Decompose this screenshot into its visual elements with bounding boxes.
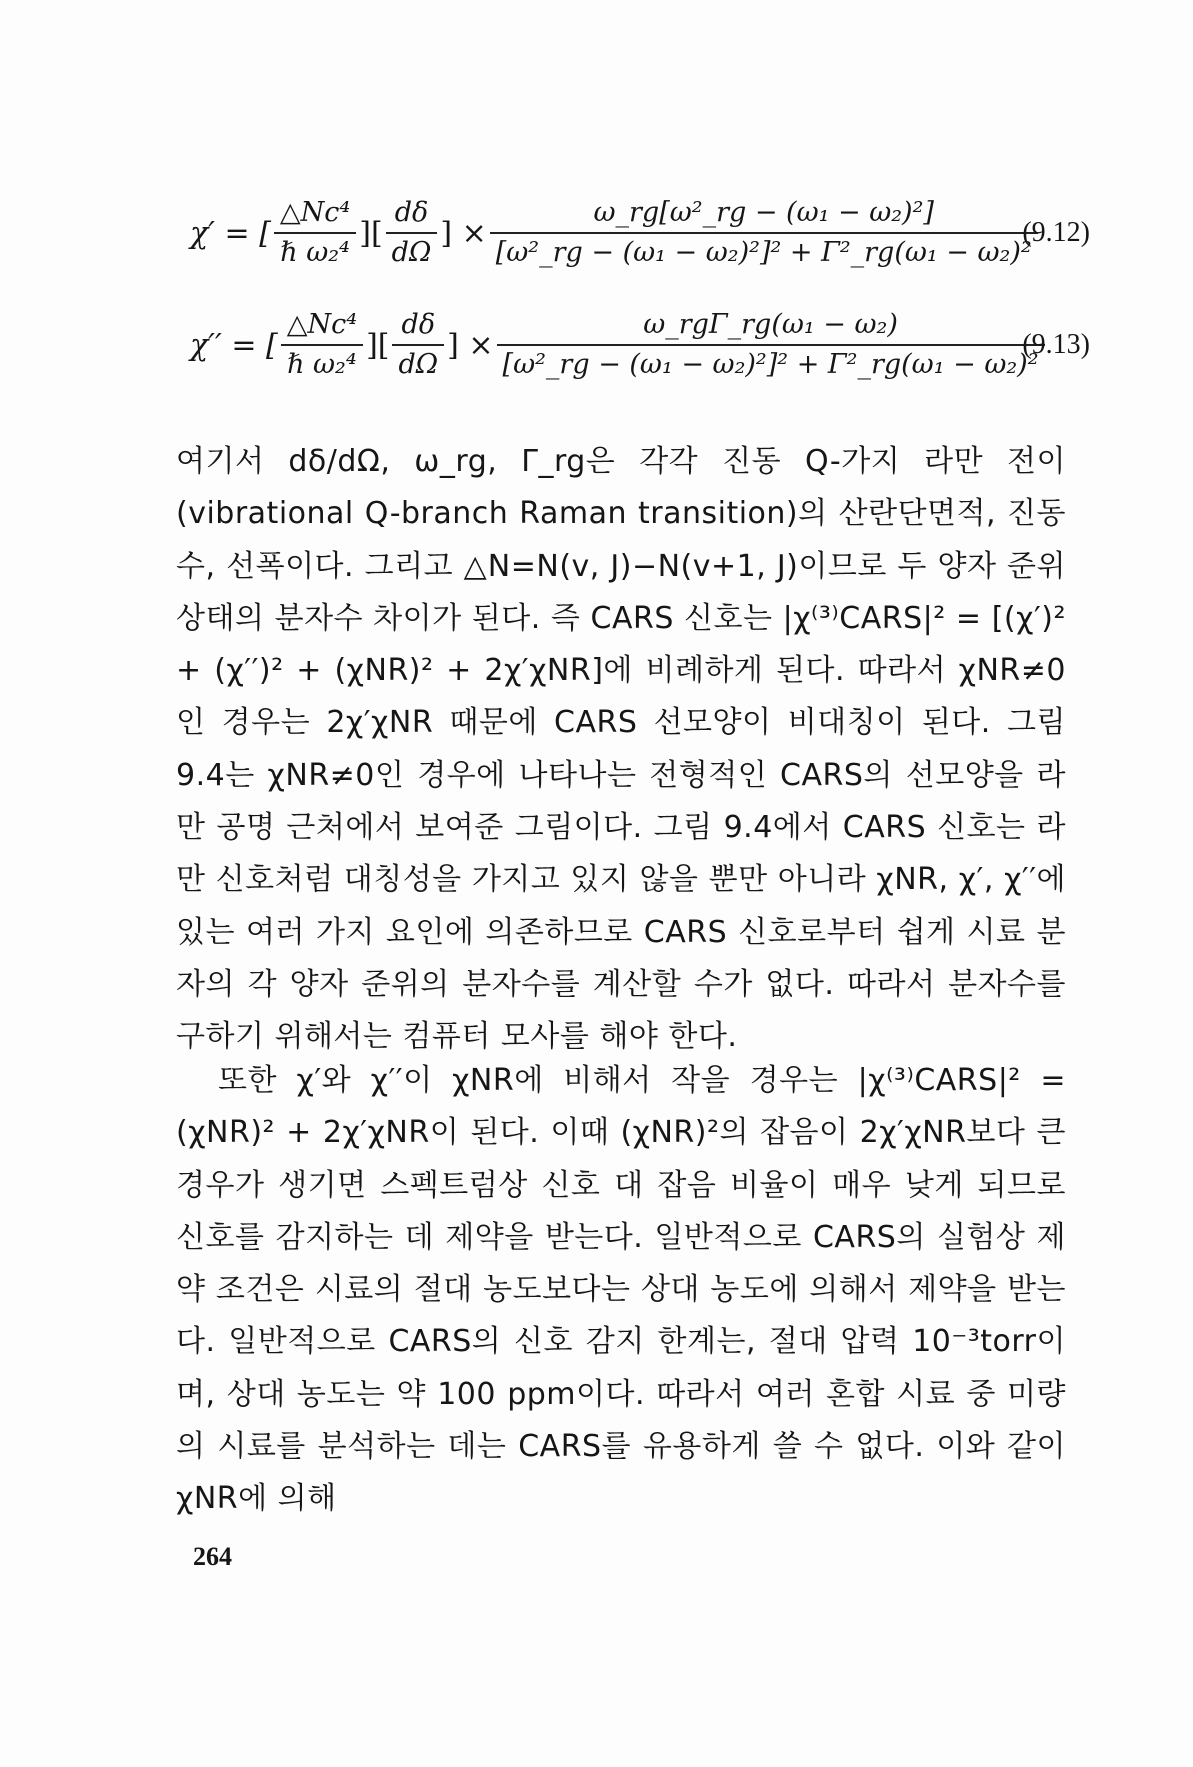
equation-lhs: χ′′ = [	[190, 327, 278, 363]
equation-number: (9.12)	[1022, 217, 1090, 248]
fraction-denominator: dΩ	[391, 236, 432, 268]
equation-lhs: χ′ = [	[190, 215, 271, 251]
fraction-denominator: [ω²_rg − (ω₁ − ω₂)²]² + Γ²_rg(ω₁ − ω₂)²	[495, 236, 1032, 268]
fraction-1	[274, 194, 356, 272]
fraction-denominator: dΩ	[398, 348, 439, 380]
times-operator: ] ×	[447, 327, 494, 363]
equation-9-12	[190, 178, 1090, 288]
fraction-numerator: ω_rgΓ_rg(ω₁ − ω₂)	[643, 309, 898, 341]
fraction-denominator: [ω²_rg − (ω₁ − ω₂)²]² + Γ²_rg(ω₁ − ω₂)²	[502, 348, 1039, 380]
fraction-denominator: ℏ ω₂⁴	[280, 236, 350, 268]
fraction-2	[392, 306, 444, 384]
page-number: 264	[193, 1542, 232, 1571]
bracket-separator: ][	[366, 327, 390, 363]
times-operator: ] ×	[440, 215, 487, 251]
fraction-3	[490, 194, 1038, 272]
equation-number: (9.13)	[1022, 329, 1090, 360]
body-paragraph-1: 여기서 dδ/dΩ, ω_rg, Γ_rg은 각각 진동 Q-가지 라만 전이(vibrational Q-branch Raman transition)의 산란단면적, 진동수, 선폭이다. 그리고 △N=N(v, J)−N(v+1, J)이므로 두 양자 준위 상태의 분자수 차이가 된다. 즉 CARS 신호는 |χ⁽³⁾CARS|² = [(χ′)² + (χ′′)² + (χNR)² + 2χ′χNR]에 비례하게 된다. 따라서 χNR≠0인 경우는 2χ′χNR 때문에 CARS 선모양이 비대칭이 된다. 그림 9.4는 χNR≠0인 경우에 나타나는 전형적인 CARS의 선모양을 라만 공명 근처에서 보여준 그림이다. 그림 9.4에서 CARS 신호는 라만 신호처럼 대칭성을 가지고 있지 않을 뿐만 아니라 χNR, χ′, χ′′에 있는 여러 가지 요인에 의존하므로 CARS 신호로부터 쉽게 시료 분자의 각 양자 준위의 분자수를 계산할 수가 없다. 따라서 분자수를 구하기 위해서는 컴퓨터 모사를 해야 한다.	[176, 444, 1066, 1055]
fraction-numerator: △Nc⁴	[279, 197, 351, 229]
fraction-1	[281, 306, 363, 384]
fraction-2	[386, 194, 438, 272]
fraction-numerator: dδ	[394, 197, 429, 229]
fraction-numerator: △Nc⁴	[286, 309, 358, 341]
fraction-numerator: dδ	[401, 309, 436, 341]
fraction-3	[497, 306, 1045, 384]
fraction-denominator: ℏ ω₂⁴	[287, 348, 357, 380]
fraction-numerator: ω_rg[ω²_rg − (ω₁ − ω₂)²]	[593, 197, 934, 229]
equation-9-13	[190, 290, 1090, 400]
body-paragraph-2: 또한 χ′와 χ′′이 χNR에 비해서 작을 경우는 |χ⁽³⁾CARS|² = (χNR)² + 2χ′χNR이 된다. 이때 (χNR)²의 잡음이 2χ′χNR보다 큰 경우가 생기면 스펙트럼상 신호 대 잡음 비율이 매우 낮게 되므로 신호를 감지하는 데 제약을 받는다. 일반적으로 CARS의 실험상 제약 조건은 시료의 절대 농도보다는 상대 농도에 의해서 제약을 받는다. 일반적으로 CARS의 신호 감지 한계는, 절대 압력 10⁻³torr이며, 상대 농도는 약 100 ppm이다. 따라서 여러 혼합 시료 중 미량의 시료를 분석하는 데는 CARS를 유용하게 쓸 수 없다. 이와 같이 χNR에 의해	[176, 1063, 1066, 1517]
bracket-separator: ][	[359, 215, 383, 251]
